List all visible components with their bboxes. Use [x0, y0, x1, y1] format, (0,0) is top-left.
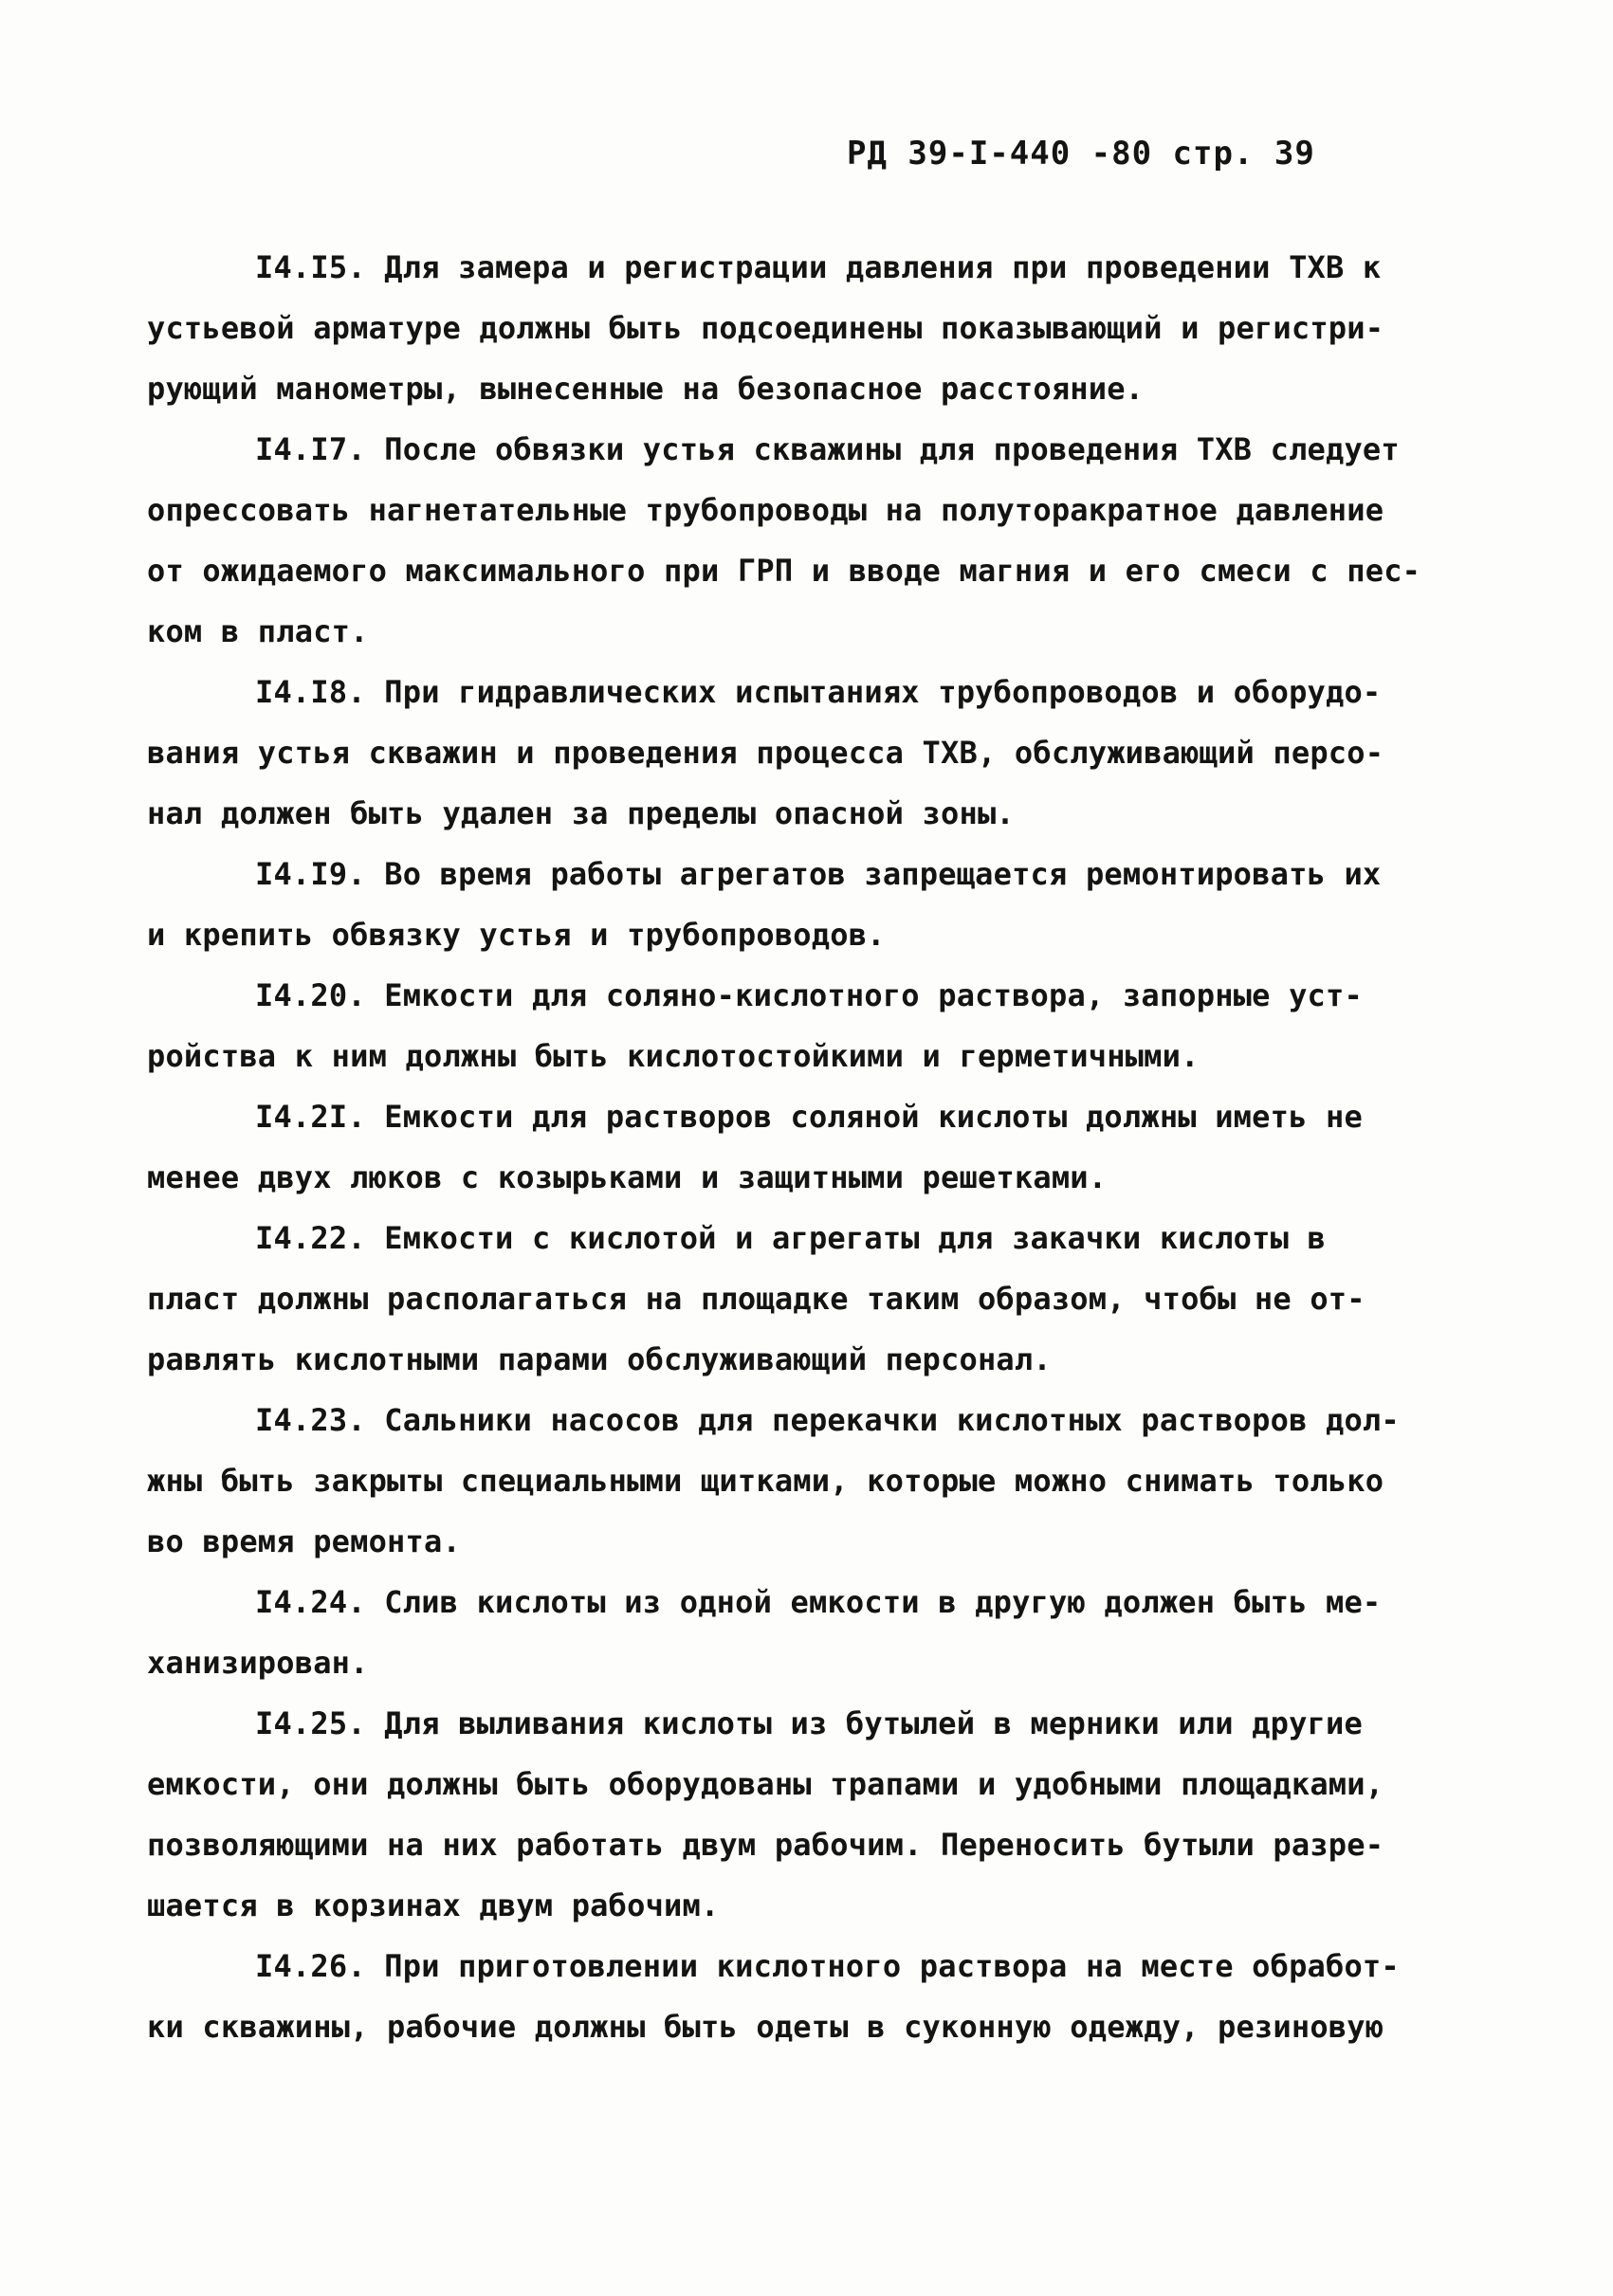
paragraph-14-21	[147, 1086, 1465, 1208]
text-line: позволяющими на них работать двум рабочим. Переносить бутыли разре-	[147, 1827, 1384, 1863]
text-line: во время ремонта.	[147, 1523, 461, 1559]
text-line: I4.2I. Емкости для растворов соляной кислоты должны иметь не	[255, 1099, 1363, 1135]
paragraph-14-25	[147, 1693, 1465, 1936]
paragraph-14-23	[147, 1390, 1465, 1572]
text-line: ком в пласт.	[147, 613, 369, 649]
text-line: I4.I9. Во время работы агрегатов запрещается ремонтировать их	[255, 856, 1382, 892]
text-line: I4.20. Емкости для солянo-кислотного раствора, запорные уст-	[255, 977, 1363, 1013]
text-line: I4.25. Для выливания кислоты из бутылей в мерники или другие	[255, 1705, 1363, 1741]
text-line: от ожидаемого максимального при ГРП и вводе магния и его смеси с пес-	[147, 553, 1421, 589]
text-line: I4.I5. Для замера и регистрации давления при проведении ТХВ к	[255, 249, 1382, 285]
paragraph-14-26	[147, 1936, 1465, 2057]
paragraph-14-17	[147, 419, 1465, 662]
text-line: емкости, они должны быть оборудованы трапами и удобными площадками,	[147, 1766, 1384, 1802]
text-line: пласт должны располагаться на площадке таким образом, чтобы не от-	[147, 1281, 1366, 1317]
text-line: I4.26. При приготовлении кислотного раствора на месте обработ-	[255, 1948, 1400, 1984]
text-line: рующий манометры, вынесенные на безопасное расстояние.	[147, 371, 1145, 407]
text-line: I4.24. Слив кислоты из одной емкости в другую должен быть ме-	[255, 1584, 1382, 1620]
text-line: I4.I7. После обвязки устья скважины для проведения ТХВ следует	[255, 431, 1400, 467]
text-line: вания устья скважин и проведения процесса ТХВ, обслуживающий персо-	[147, 735, 1384, 771]
text-line: шается в корзинах двум рабочим.	[147, 1887, 720, 1923]
paragraph-14-20	[147, 965, 1465, 1086]
text-line: опрессовать нагнетательные трубопроводы на полуторакратное давление	[147, 492, 1384, 528]
text-line: и крепить обвязку устья и трубопроводов.	[147, 917, 886, 953]
page-header: РД 39-I-440 -80 стр. 39	[847, 135, 1315, 173]
document-body	[147, 237, 1465, 2057]
text-line: равлять кислотными парами обслуживающий персонал.	[147, 1341, 1052, 1377]
paragraph-14-18	[147, 662, 1465, 844]
text-line: I4.I8. При гидравлических испытаниях трубопроводов и оборудо-	[255, 674, 1382, 710]
text-line: устьевой арматуре должны быть подсоединены показывающий и регистри-	[147, 310, 1384, 346]
text-line: ханизирован.	[147, 1645, 369, 1681]
text-line: менее двух люков с козырьками и защитными решетками.	[147, 1159, 1108, 1195]
text-line: I4.23. Сальники насосов для перекачки кислотных растворов дол-	[255, 1402, 1400, 1438]
text-line: жны быть закрыты специальными щитками, которые можно снимать только	[147, 1463, 1384, 1499]
paragraph-14-24	[147, 1572, 1465, 1693]
paragraph-14-22	[147, 1208, 1465, 1390]
text-line: нал должен быть удален за пределы опасной зоны.	[147, 795, 1015, 831]
text-line: I4.22. Емкости с кислотой и агрегаты для закачки кислоты в	[255, 1220, 1327, 1256]
paragraph-14-16	[147, 237, 1465, 419]
paragraph-14-19	[147, 844, 1465, 965]
text-line: ройства к ним должны быть кислотостойкими и герметичными.	[147, 1038, 1200, 1074]
text-line: ки скважины, рабочие должны быть одеты в суконную одежду, резиновую	[147, 2009, 1384, 2045]
